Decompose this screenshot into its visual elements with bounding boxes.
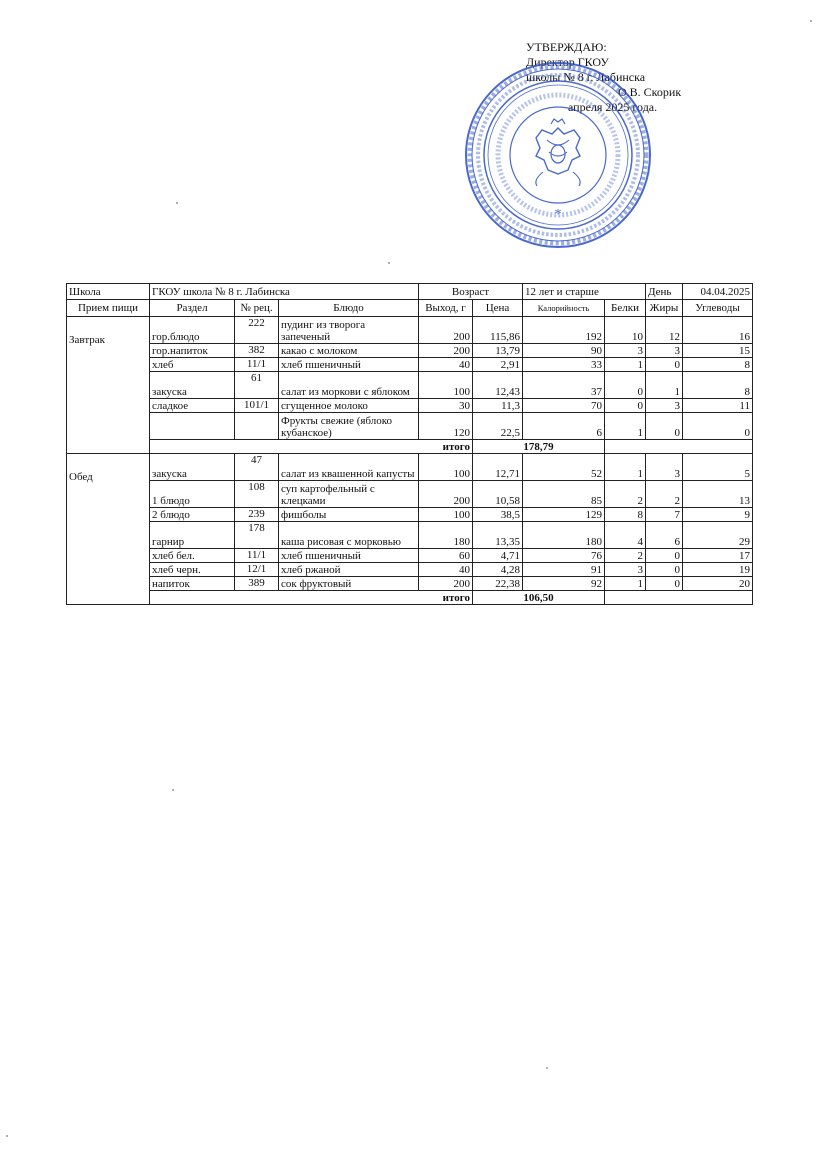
section-cell: гор.блюдо: [150, 317, 235, 344]
approval-line-3: школы № 8 г. Лабинска: [526, 70, 646, 84]
fat-cell: 3: [646, 344, 683, 358]
table-row: [67, 317, 753, 344]
calories-cell: 192: [523, 317, 605, 344]
price-cell: 22,38: [473, 577, 523, 591]
table-row: [67, 372, 753, 399]
total-label: итого: [150, 591, 473, 605]
empty-cell: [605, 440, 753, 454]
price-cell: 38,5: [473, 508, 523, 522]
calories-cell: 85: [523, 481, 605, 508]
school-value: ГКОУ школа № 8 г. Лабинска: [150, 284, 419, 300]
protein-cell: 2: [605, 549, 646, 563]
fat-cell: 12: [646, 317, 683, 344]
price-cell: 4,28: [473, 563, 523, 577]
section-cell: 1 блюдо: [150, 481, 235, 508]
output-cell: 60: [419, 549, 473, 563]
fat-cell: 7: [646, 508, 683, 522]
price-cell: 11,3: [473, 399, 523, 413]
price-cell: 10,58: [473, 481, 523, 508]
output-cell: 120: [419, 413, 473, 440]
price-cell: 13,35: [473, 522, 523, 549]
fat-cell: 1: [646, 372, 683, 399]
protein-cell: 8: [605, 508, 646, 522]
output-cell: 100: [419, 372, 473, 399]
recipe-cell: 178: [235, 522, 279, 549]
table-row: [67, 481, 753, 508]
carbs-cell: 8: [683, 372, 753, 399]
protein-cell: 2: [605, 481, 646, 508]
approval-line-4: О.В. Скорик: [618, 85, 682, 99]
carbs-cell: 20: [683, 577, 753, 591]
total-price: 106,50: [473, 591, 605, 605]
table-row: [67, 522, 753, 549]
calories-cell: 180: [523, 522, 605, 549]
price-cell: 12,71: [473, 454, 523, 481]
col-recipe: № рец.: [235, 300, 279, 317]
dish-cell: пудинг из творога запеченый: [279, 317, 419, 344]
table-row: [67, 344, 753, 358]
carbs-cell: 29: [683, 522, 753, 549]
price-cell: 2,91: [473, 358, 523, 372]
recipe-cell: 61: [235, 372, 279, 399]
col-price: Цена: [473, 300, 523, 317]
dish-cell: салат из квашенной капусты: [279, 454, 419, 481]
output-cell: 200: [419, 577, 473, 591]
fat-cell: 0: [646, 563, 683, 577]
carbs-cell: 11: [683, 399, 753, 413]
protein-cell: 3: [605, 344, 646, 358]
fat-cell: 0: [646, 358, 683, 372]
section-cell: 2 блюдо: [150, 508, 235, 522]
fat-cell: 2: [646, 481, 683, 508]
calories-cell: 37: [523, 372, 605, 399]
protein-cell: 0: [605, 399, 646, 413]
table-row: [67, 413, 753, 440]
recipe-cell: 108: [235, 481, 279, 508]
output-cell: 200: [419, 344, 473, 358]
protein-cell: 0: [605, 372, 646, 399]
total-row: [67, 440, 753, 454]
calories-cell: 33: [523, 358, 605, 372]
recipe-cell: 239: [235, 508, 279, 522]
output-cell: 100: [419, 454, 473, 481]
price-cell: 115,86: [473, 317, 523, 344]
day-value: 04.04.2025: [683, 284, 753, 300]
col-meal: Прием пищи: [67, 300, 150, 317]
calories-cell: 92: [523, 577, 605, 591]
output-cell: 180: [419, 522, 473, 549]
total-row: [67, 591, 753, 605]
day-label: День: [646, 284, 683, 300]
approval-line-1: УТВЕРЖДАЮ:: [526, 40, 607, 54]
recipe-cell: [235, 413, 279, 440]
recipe-cell: 11/1: [235, 358, 279, 372]
price-cell: 4,71: [473, 549, 523, 563]
price-cell: 13,79: [473, 344, 523, 358]
section-cell: закуска: [150, 372, 235, 399]
price-cell: 22,5: [473, 413, 523, 440]
age-value: 12 лет и старше: [523, 284, 646, 300]
table-row: [67, 577, 753, 591]
table-row: [67, 549, 753, 563]
price-cell: 12,43: [473, 372, 523, 399]
section-cell: хлеб: [150, 358, 235, 372]
carbs-cell: 13: [683, 481, 753, 508]
total-price: 178,79: [473, 440, 605, 454]
fat-cell: 6: [646, 522, 683, 549]
svg-text:*: *: [554, 207, 562, 222]
protein-cell: 3: [605, 563, 646, 577]
recipe-cell: 12/1: [235, 563, 279, 577]
section-cell: [150, 413, 235, 440]
fat-cell: 0: [646, 549, 683, 563]
col-fat: Жиры: [646, 300, 683, 317]
protein-cell: 1: [605, 454, 646, 481]
dish-cell: сок фруктовый: [279, 577, 419, 591]
output-cell: 100: [419, 508, 473, 522]
calories-cell: 70: [523, 399, 605, 413]
dish-cell: Фрукты свежие (яблоко кубанское): [279, 413, 419, 440]
protein-cell: 1: [605, 413, 646, 440]
calories-cell: 91: [523, 563, 605, 577]
output-cell: 200: [419, 317, 473, 344]
meal-name: Завтрак: [67, 317, 150, 454]
dish-cell: салат из моркови с яблоком: [279, 372, 419, 399]
recipe-cell: 101/1: [235, 399, 279, 413]
protein-cell: 4: [605, 522, 646, 549]
fat-cell: 3: [646, 399, 683, 413]
col-output: Выход, г: [419, 300, 473, 317]
calories-cell: 129: [523, 508, 605, 522]
carbs-cell: 16: [683, 317, 753, 344]
table-row: [67, 454, 753, 481]
section-cell: хлеб бел.: [150, 549, 235, 563]
section-cell: хлеб черн.: [150, 563, 235, 577]
table-row: [67, 508, 753, 522]
carbs-cell: 19: [683, 563, 753, 577]
dish-cell: каша рисовая с морковью: [279, 522, 419, 549]
col-section: Раздел: [150, 300, 235, 317]
col-dish: Блюдо: [279, 300, 419, 317]
official-seal-icon: [463, 60, 653, 250]
table-row: [67, 563, 753, 577]
col-carbs: Углеводы: [683, 300, 753, 317]
carbs-cell: 5: [683, 454, 753, 481]
protein-cell: 1: [605, 577, 646, 591]
empty-cell: [605, 591, 753, 605]
fat-cell: 0: [646, 577, 683, 591]
menu-table: [66, 283, 753, 605]
section-cell: гарнир: [150, 522, 235, 549]
recipe-cell: 47: [235, 454, 279, 481]
age-label: Возраст: [419, 284, 523, 300]
output-cell: 40: [419, 563, 473, 577]
output-cell: 200: [419, 481, 473, 508]
dish-cell: хлеб ржаной: [279, 563, 419, 577]
section-cell: сладкое: [150, 399, 235, 413]
output-cell: 40: [419, 358, 473, 372]
calories-cell: 52: [523, 454, 605, 481]
meal-name: Обед: [67, 454, 150, 605]
dish-cell: какао с молоком: [279, 344, 419, 358]
calories-cell: 90: [523, 344, 605, 358]
table-row: [67, 358, 753, 372]
dish-cell: хлеб пшеничный: [279, 358, 419, 372]
section-cell: закуска: [150, 454, 235, 481]
carbs-cell: 9: [683, 508, 753, 522]
dish-cell: фишболы: [279, 508, 419, 522]
carbs-cell: 8: [683, 358, 753, 372]
calories-cell: 76: [523, 549, 605, 563]
section-cell: напиток: [150, 577, 235, 591]
carbs-cell: 17: [683, 549, 753, 563]
fat-cell: 0: [646, 413, 683, 440]
carbs-cell: 0: [683, 413, 753, 440]
school-label: Школа: [67, 284, 150, 300]
approval-line-2: Директор ГКОУ: [526, 55, 609, 69]
output-cell: 30: [419, 399, 473, 413]
recipe-cell: 382: [235, 344, 279, 358]
total-label: итого: [150, 440, 473, 454]
col-calories: Калорийность: [523, 300, 605, 317]
section-cell: гор.напиток: [150, 344, 235, 358]
dish-cell: сгущенное молоко: [279, 399, 419, 413]
calories-cell: 6: [523, 413, 605, 440]
dish-cell: суп картофельный с клецками: [279, 481, 419, 508]
recipe-cell: 389: [235, 577, 279, 591]
recipe-cell: 11/1: [235, 549, 279, 563]
col-protein: Белки: [605, 300, 646, 317]
protein-cell: 1: [605, 358, 646, 372]
recipe-cell: 222: [235, 317, 279, 344]
table-row: [67, 399, 753, 413]
fat-cell: 3: [646, 454, 683, 481]
protein-cell: 10: [605, 317, 646, 344]
carbs-cell: 15: [683, 344, 753, 358]
approval-line-5: апреля 2025 года.: [568, 100, 658, 114]
dish-cell: хлеб пшеничный: [279, 549, 419, 563]
